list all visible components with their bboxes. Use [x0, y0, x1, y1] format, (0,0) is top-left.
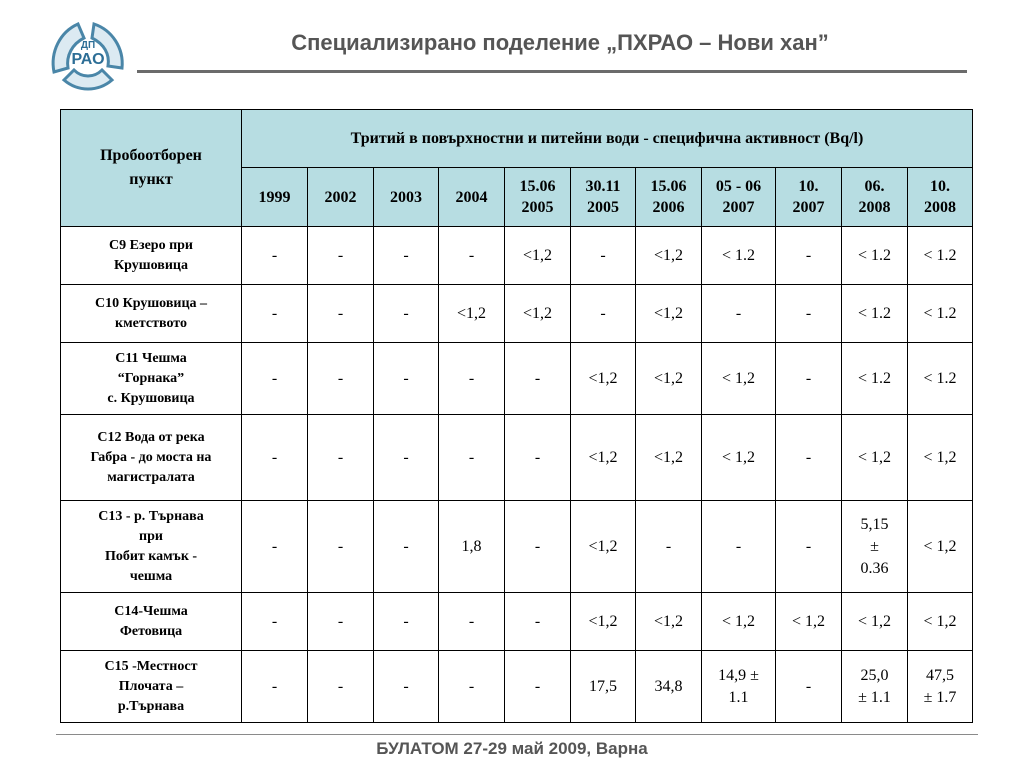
- sampling-point-line: C15 -Местност: [104, 658, 198, 674]
- activity-value-cell: [702, 651, 776, 723]
- activity-value: <1,2: [588, 369, 618, 387]
- activity-value-cell: [242, 501, 308, 593]
- activity-value-cell: [702, 285, 776, 343]
- activity-value: < 1,2: [857, 448, 892, 466]
- activity-value: 1,8: [461, 537, 482, 555]
- activity-value-cell: [702, 415, 776, 501]
- table-row: [61, 651, 973, 723]
- activity-value: <1,2: [522, 246, 553, 264]
- sampling-point-line: Плочата –: [118, 678, 184, 694]
- activity-value: 0.36: [860, 559, 889, 577]
- footer-divider: [56, 734, 978, 735]
- year-line: 06.: [864, 178, 885, 195]
- year-line: 2003: [390, 188, 422, 206]
- activity-value-cell: [439, 593, 505, 651]
- activity-value-cell: [702, 227, 776, 285]
- company-logo: [44, 14, 132, 96]
- year-header-cell: [242, 168, 308, 227]
- activity-value-cell: [636, 343, 702, 415]
- year-line: 2006: [652, 199, 685, 216]
- year-line: 2007: [792, 199, 825, 216]
- year-header-cell: [842, 168, 908, 227]
- sampling-point-line: магистралата: [107, 469, 195, 485]
- activity-value-cell: [505, 343, 571, 415]
- activity-value-cell: [439, 227, 505, 285]
- year-header-cell: [702, 168, 776, 227]
- year-line: 2005: [521, 199, 554, 216]
- title-divider: [137, 70, 967, 73]
- activity-value: -: [337, 304, 344, 322]
- activity-value-cell: [505, 651, 571, 723]
- sampling-point-line: чешма: [129, 568, 173, 584]
- activity-value-cell: [636, 651, 702, 723]
- activity-value-cell: [505, 501, 571, 593]
- activity-value-cell: [908, 227, 973, 285]
- activity-value: -: [534, 612, 541, 630]
- activity-value: -: [403, 537, 409, 555]
- activity-value: < 1,2: [721, 612, 756, 630]
- activity-value-cell: [842, 285, 908, 343]
- activity-value: 17,5: [589, 677, 617, 695]
- header-group: Тритий в повърхностни и питейни води - специфична активност (Bq/l): [242, 110, 973, 168]
- activity-value: < 1.2: [857, 304, 892, 322]
- year-line: 2008: [858, 199, 891, 216]
- table-row: [61, 593, 973, 651]
- activity-value-cell: [908, 501, 973, 593]
- activity-value: < 1,2: [791, 612, 826, 630]
- year-line: 10.: [930, 178, 950, 195]
- activity-value: -: [403, 612, 409, 630]
- sampling-point-line: C14-Чешма: [114, 603, 188, 619]
- activity-value: <1,2: [653, 246, 684, 264]
- activity-value-cell: [908, 285, 973, 343]
- logo-text-top: ДП: [80, 40, 96, 51]
- activity-value-cell: [571, 227, 636, 285]
- activity-value: -: [337, 369, 344, 387]
- activity-value-cell: [308, 501, 374, 593]
- activity-value-cell: [636, 415, 702, 501]
- sampling-point-line: Побит камък -: [104, 548, 198, 564]
- activity-value: -: [337, 246, 344, 264]
- activity-value: <1,2: [456, 304, 487, 322]
- activity-value: -: [805, 246, 812, 264]
- sampling-point-cell: [61, 415, 242, 501]
- year-line: 2008: [924, 199, 956, 216]
- table-row: [61, 343, 973, 415]
- activity-value: -: [403, 677, 409, 695]
- year-header-cell: [571, 168, 636, 227]
- sampling-point-line: с. Крушовица: [107, 390, 195, 406]
- activity-value: <1,2: [653, 448, 684, 466]
- activity-value: <1,2: [653, 369, 684, 387]
- activity-value: -: [600, 246, 606, 264]
- table-row: [61, 227, 973, 285]
- activity-value-cell: [571, 651, 636, 723]
- activity-value: -: [534, 369, 541, 387]
- activity-value-cell: [374, 651, 439, 723]
- activity-value: -: [805, 369, 812, 387]
- activity-value-cell: [374, 285, 439, 343]
- activity-value-cell: [374, 501, 439, 593]
- activity-value: < 1,2: [923, 612, 957, 630]
- activity-value: < 1.2: [923, 369, 957, 387]
- sampling-point-line: C13 - р. Търнава: [98, 508, 204, 524]
- activity-value-cell: [439, 285, 505, 343]
- sampling-point-line: кметството: [115, 315, 187, 331]
- activity-value-cell: [908, 593, 973, 651]
- activity-value-cell: [636, 285, 702, 343]
- activity-value: < 1.2: [857, 369, 892, 387]
- activity-value: <1,2: [588, 612, 618, 630]
- sampling-point-line: Габра - до моста на: [90, 449, 212, 465]
- activity-value-cell: [776, 501, 842, 593]
- sampling-point-line: C10 Крушовица –: [94, 295, 208, 311]
- activity-value-cell: [571, 415, 636, 501]
- header-point: [61, 110, 242, 227]
- activity-value-cell: [636, 593, 702, 651]
- activity-value: -: [468, 246, 475, 264]
- year-header-cell: [776, 168, 842, 227]
- activity-value-cell: [242, 651, 308, 723]
- activity-value: -: [271, 369, 278, 387]
- activity-value: -: [468, 612, 475, 630]
- activity-value: -: [534, 448, 541, 466]
- year-line: 15.06: [650, 178, 687, 195]
- activity-value-cell: [571, 285, 636, 343]
- table-row: [61, 501, 973, 593]
- activity-value: < 1,2: [721, 369, 756, 387]
- activity-value: <1,2: [588, 448, 618, 466]
- activity-value: 1.1: [728, 688, 749, 706]
- sampling-point-cell: [61, 285, 242, 343]
- activity-value: 5,15: [860, 515, 889, 533]
- activity-value-cell: [308, 343, 374, 415]
- activity-value: -: [468, 677, 475, 695]
- activity-value-cell: [242, 285, 308, 343]
- sampling-point-cell: [61, 227, 242, 285]
- activity-value: <1,2: [653, 304, 684, 322]
- footer-text: БУЛАТОМ 27-29 май 2009, Варна: [376, 739, 648, 758]
- year-header-cell: [908, 168, 973, 227]
- activity-value: -: [271, 612, 278, 630]
- activity-value-cell: [571, 501, 636, 593]
- year-header-cell: [308, 168, 374, 227]
- activity-value: < 1,2: [923, 448, 957, 466]
- activity-value: ± 1.1: [858, 688, 891, 706]
- year-line: 2007: [722, 199, 755, 216]
- year-line: 2005: [587, 199, 619, 216]
- sampling-point-line: при: [139, 528, 163, 544]
- activity-value: -: [271, 304, 278, 322]
- activity-value: -: [735, 304, 742, 322]
- activity-value-cell: [636, 501, 702, 593]
- activity-value-cell: [842, 593, 908, 651]
- table-row: [61, 415, 973, 501]
- activity-value-cell: [242, 415, 308, 501]
- activity-value-cell: [908, 651, 973, 723]
- activity-value-cell: [842, 501, 908, 593]
- year-header-cell: [439, 168, 505, 227]
- activity-value: 34,8: [654, 677, 683, 695]
- activity-value-cell: [842, 227, 908, 285]
- activity-value-cell: [702, 593, 776, 651]
- activity-value-cell: [308, 227, 374, 285]
- activity-value-cell: [308, 593, 374, 651]
- activity-value: -: [403, 246, 409, 264]
- year-line: 30.11: [585, 178, 621, 195]
- activity-value-cell: [308, 415, 374, 501]
- activity-value: < 1,2: [857, 612, 892, 630]
- tritium-table: [60, 109, 973, 723]
- year-line: 2002: [324, 188, 357, 206]
- activity-value-cell: [776, 285, 842, 343]
- activity-value-cell: [505, 227, 571, 285]
- activity-value: <1,2: [653, 612, 684, 630]
- activity-value-cell: [776, 227, 842, 285]
- activity-value: 14,9 ±: [718, 666, 759, 684]
- activity-value-cell: [439, 501, 505, 593]
- activity-value: 25,0: [860, 666, 889, 684]
- activity-value: < 1.2: [923, 304, 957, 322]
- activity-value: < 1.2: [721, 246, 756, 264]
- activity-value: -: [534, 677, 541, 695]
- activity-value: -: [468, 448, 475, 466]
- year-header-cell: [636, 168, 702, 227]
- activity-value: -: [805, 304, 812, 322]
- activity-value-cell: [776, 415, 842, 501]
- activity-value-cell: [505, 415, 571, 501]
- activity-value-cell: [776, 343, 842, 415]
- activity-value: -: [337, 448, 344, 466]
- activity-value-cell: [702, 501, 776, 593]
- activity-value-cell: [242, 343, 308, 415]
- activity-value: -: [403, 304, 409, 322]
- activity-value-cell: [308, 651, 374, 723]
- page-title: Специализирано поделение „ПХРАО – Нови хан”: [291, 30, 829, 55]
- activity-value-cell: [776, 651, 842, 723]
- sampling-point-cell: [61, 651, 242, 723]
- activity-value-cell: [439, 651, 505, 723]
- activity-value: ± 1.7: [923, 688, 957, 706]
- activity-value: -: [600, 304, 606, 322]
- activity-value: -: [337, 537, 344, 555]
- sampling-point-line: р.Търнава: [117, 698, 185, 714]
- year-header-cell: [505, 168, 571, 227]
- activity-value-cell: [374, 415, 439, 501]
- activity-value-cell: [571, 593, 636, 651]
- activity-value: -: [403, 448, 409, 466]
- activity-value-cell: [842, 343, 908, 415]
- activity-value-cell: [374, 227, 439, 285]
- year-line: 2004: [455, 188, 488, 206]
- activity-value: <1,2: [522, 304, 553, 322]
- activity-value-cell: [842, 415, 908, 501]
- activity-value-cell: [636, 227, 702, 285]
- sampling-point-line: Крушовица: [114, 257, 188, 273]
- activity-value: -: [337, 677, 344, 695]
- sampling-point-line: C12 Вода от река: [97, 429, 205, 445]
- logo-text-main: РАО: [71, 51, 105, 68]
- activity-value: -: [805, 537, 812, 555]
- sampling-point-cell: [61, 343, 242, 415]
- activity-value-cell: [374, 593, 439, 651]
- activity-value-cell: [439, 415, 505, 501]
- year-line: 05 - 06: [715, 178, 762, 195]
- activity-value: -: [271, 448, 278, 466]
- activity-value-cell: [908, 343, 973, 415]
- activity-value: <1,2: [588, 537, 618, 555]
- activity-value-cell: [776, 593, 842, 651]
- activity-value-cell: [702, 343, 776, 415]
- activity-value-cell: [374, 343, 439, 415]
- sampling-point-cell: [61, 501, 242, 593]
- sampling-point-cell: [61, 593, 242, 651]
- activity-value: -: [805, 677, 812, 695]
- activity-value: < 1,2: [923, 537, 957, 555]
- activity-value: < 1,2: [721, 448, 756, 466]
- year-line: 15.06: [519, 178, 556, 195]
- activity-value-cell: [908, 415, 973, 501]
- activity-value: < 1.2: [923, 246, 957, 264]
- year-header-cell: [374, 168, 439, 227]
- activity-value: 47,5: [926, 666, 954, 684]
- activity-value: < 1.2: [857, 246, 892, 264]
- activity-value: -: [271, 677, 278, 695]
- activity-value: -: [735, 537, 742, 555]
- activity-value: -: [534, 537, 541, 555]
- year-line: 1999: [258, 188, 291, 206]
- sampling-point-line: C9 Езеро при: [109, 237, 193, 253]
- activity-value-cell: [505, 285, 571, 343]
- activity-value-cell: [242, 593, 308, 651]
- sampling-point-line: “Горнака”: [117, 370, 185, 386]
- activity-value-cell: [242, 227, 308, 285]
- activity-value-cell: [308, 285, 374, 343]
- activity-value: -: [403, 369, 409, 387]
- header-point-label: Пробоотборен пункт: [100, 147, 202, 188]
- year-line: 10.: [798, 178, 819, 195]
- sampling-point-line: C11 Чешма: [115, 350, 187, 366]
- activity-value: -: [665, 537, 672, 555]
- activity-value: -: [271, 246, 278, 264]
- activity-value: -: [468, 369, 475, 387]
- activity-value-cell: [842, 651, 908, 723]
- activity-value: -: [337, 612, 344, 630]
- sampling-point-line: Фетовица: [119, 623, 183, 639]
- activity-value: -: [271, 537, 278, 555]
- activity-value: -: [805, 448, 812, 466]
- activity-value: ±: [870, 537, 879, 555]
- activity-value-cell: [439, 343, 505, 415]
- activity-value-cell: [571, 343, 636, 415]
- table-row: [61, 285, 973, 343]
- activity-value-cell: [505, 593, 571, 651]
